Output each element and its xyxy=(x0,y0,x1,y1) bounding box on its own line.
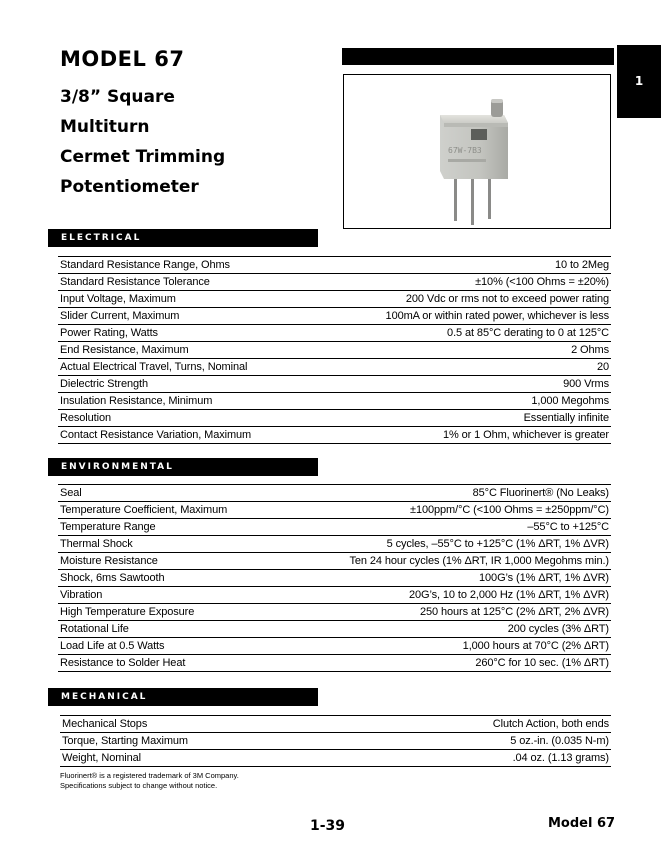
page-number: 1-39 xyxy=(310,818,346,834)
header-bar xyxy=(342,48,614,65)
pin xyxy=(488,173,491,219)
potentiometer-illustration xyxy=(344,75,610,228)
mechanical-heading: MECHANICAL xyxy=(48,688,318,706)
table-row: Load Life at 0.5 Watts 1,000 hours at 70°C (2% ΔRT) xyxy=(58,638,611,655)
table-row: Slider Current, Maximum 100mA or within rated power, whichever is less xyxy=(58,308,611,325)
footer-model-name: Model 67 xyxy=(548,816,616,831)
table-row: Standard Resistance Tolerance ±10% (<100 Ohms = ±20%) xyxy=(58,274,611,291)
table-row: Dielectric Strength 900 Vrms xyxy=(58,376,611,393)
table-row: Shock, 6ms Sawtooth 100G’s (1% ΔRT, 1% ΔVR) xyxy=(58,570,611,587)
table-row: Contact Resistance Variation, Maximum 1% or 1 Ohm, whichever is greater xyxy=(58,427,611,444)
table-row: Insulation Resistance, Minimum 1,000 Megohms xyxy=(58,393,611,410)
footnote: Fluorinert® is a registered trademark of 3M Company. xyxy=(60,771,239,780)
table-row: Thermal Shock 5 cycles, –55°C to +125°C (1% ΔRT, 1% ΔVR) xyxy=(58,536,611,553)
footnote: Specifications subject to change without notice. xyxy=(60,781,218,790)
table-row: Actual Electrical Travel, Turns, Nominal 20 xyxy=(58,359,611,376)
subtitle-line: Potentiometer xyxy=(60,177,199,197)
brand-logo-icon xyxy=(471,129,487,140)
table-row: Input Voltage, Maximum 200 Vdc or rms not to exceed power rating xyxy=(58,291,611,308)
model-title: MODEL 67 xyxy=(60,47,185,71)
table-row: Rotational Life 200 cycles (3% ΔRT) xyxy=(58,621,611,638)
table-row: Resolution Essentially infinite xyxy=(58,410,611,427)
table-row: Standard Resistance Range, Ohms 10 to 2Meg xyxy=(58,257,611,274)
environmental-spec-table xyxy=(58,484,611,672)
pin xyxy=(454,173,457,221)
title-block xyxy=(60,46,340,202)
table-row: Resistance to Solder Heat 260°C for 10 sec. (1% ΔRT) xyxy=(58,655,611,672)
table-row: Torque, Starting Maximum 5 oz.-in. (0.035 N-m) xyxy=(60,733,611,750)
table-row: High Temperature Exposure 250 hours at 125°C (2% ΔRT, 2% ΔVR) xyxy=(58,604,611,621)
electrical-spec-table xyxy=(58,256,611,444)
footnotes xyxy=(60,771,239,791)
table-row: Moisture Resistance Ten 24 hour cycles (1% ΔRT, IR 1,000 Megohms min.) xyxy=(58,553,611,570)
table-row: Mechanical Stops Clutch Action, both ends xyxy=(60,716,611,733)
table-row: Temperature Range –55°C to +125°C xyxy=(58,519,611,536)
product-photo-frame xyxy=(343,74,611,229)
environmental-heading: ENVIRONMENTAL xyxy=(48,458,318,476)
table-row: Power Rating, Watts 0.5 at 85°C derating to 0 at 125°C xyxy=(58,325,611,342)
table-row: Seal 85°C Fluorinert® (No Leaks) xyxy=(58,485,611,502)
subtitle-line: 3/8” Square xyxy=(60,87,175,107)
table-row: Temperature Coefficient, Maximum ±100ppm/°C (<100 Ohms = ±250ppm/°C) xyxy=(58,502,611,519)
mechanical-spec-table xyxy=(60,715,611,767)
table-row: End Resistance, Maximum 2 Ohms xyxy=(58,342,611,359)
electrical-heading: ELECTRICAL xyxy=(48,229,318,247)
chapter-tab: 1 xyxy=(617,45,661,118)
subtitle-line: Cermet Trimming xyxy=(60,147,226,167)
subtitle-line: Multiturn xyxy=(60,117,150,137)
product-marking: 67W-7B3 xyxy=(448,146,482,155)
pin xyxy=(471,173,474,225)
table-row: Vibration 20G’s, 10 to 2,000 Hz (1% ΔRT, 1% ΔVR) xyxy=(58,587,611,604)
table-row: Weight, Nominal .04 oz. (1.13 grams) xyxy=(60,750,611,767)
